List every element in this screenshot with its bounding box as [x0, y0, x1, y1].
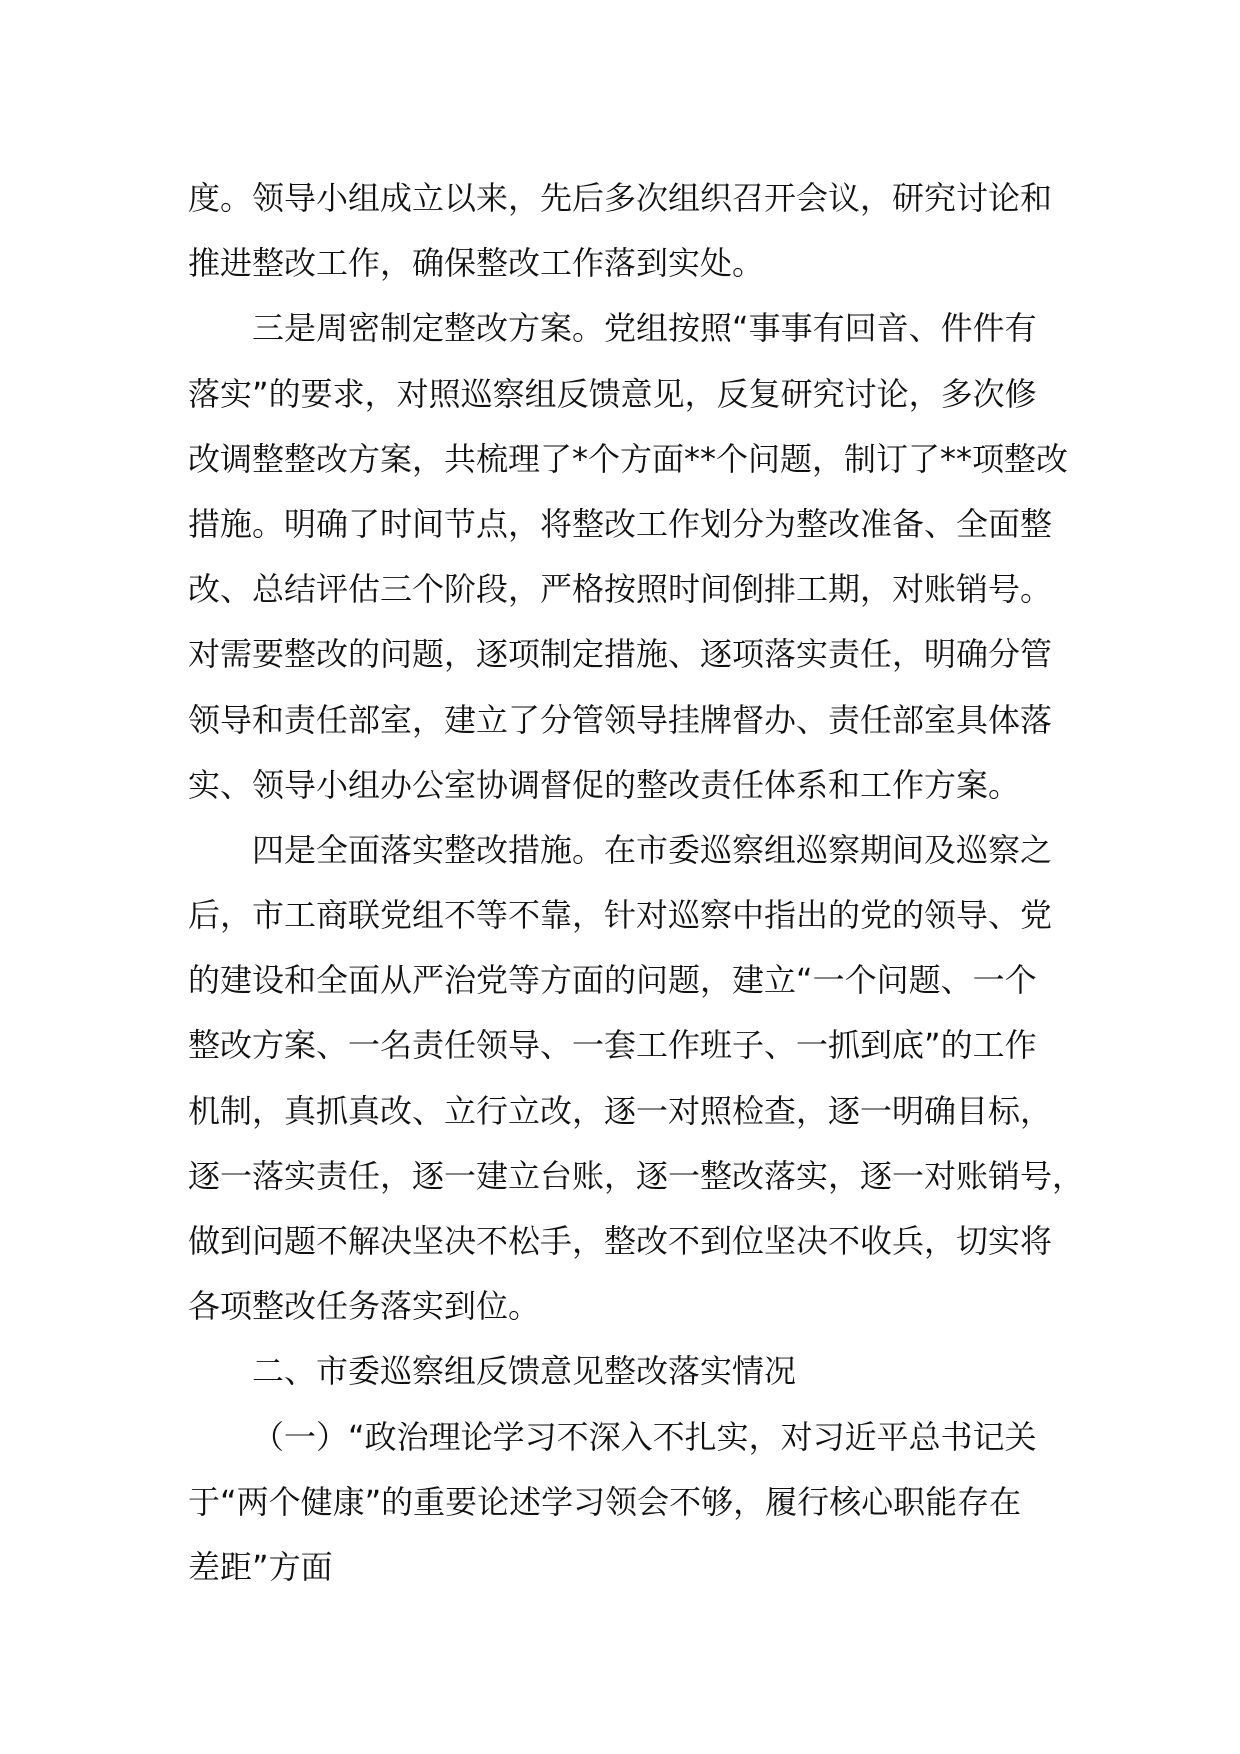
- text-line: 逐一落实责任，逐一建立台账，逐一整改落实，逐一对账销号，: [188, 1156, 1085, 1195]
- text-line: 各项整改任务落实到位。: [188, 1287, 541, 1326]
- text-line: 做到问题不解决坚决不松手，整改不到位坚决不收兵，切实将: [188, 1222, 1053, 1260]
- text-line: 领导和责任部室，建立了分管领导挂牌督办、责任部室具体落: [188, 700, 1053, 739]
- text-line: 改调整整改方案，共梳理了*个方面**个问题，制订了**项整改: [188, 439, 1069, 478]
- text-line: 后，市工商联党组不等不靠，针对巡察中指出的党的领导、党: [188, 896, 1053, 935]
- text-line: 二、市委巡察组反馈意见整改落实情况: [252, 1352, 797, 1391]
- text-line: 对需要整改的问题，逐项制定措施、逐项落实责任，明确分管: [188, 635, 1053, 674]
- text-line: 实、领导小组办公室协调督促的整改责任体系和工作方案。: [188, 765, 1021, 804]
- text-line: 三是周密制定整改方案。党组按照“事事有回音、件件有: [252, 309, 1037, 348]
- text-line: 改、总结评估三个阶段，严格按照时间倒排工期，对账销号。: [188, 570, 1053, 609]
- text-line: 度。领导小组成立以来，先后多次组织召开会议，研究讨论和: [188, 179, 1053, 217]
- text-line: 的建设和全面从严治党等方面的问题，建立“一个问题、一个: [188, 961, 1037, 1000]
- text-line: 差距”方面: [188, 1547, 333, 1586]
- text-line: 措施。明确了时间节点，将整改工作划分为整改准备、全面整: [188, 504, 1053, 543]
- text-line: 落实”的要求，对照巡察组反馈意见，反复研究讨论，多次修: [188, 374, 1037, 413]
- text-line: 四是全面落实整改措施。在市委巡察组巡察期间及巡察之: [252, 830, 1053, 869]
- paragraph: [188, 818, 1085, 1340]
- paragraph: [188, 1405, 1068, 1601]
- text-line: （一）“政治理论学习不深入不扎实，对习近平总书记关: [252, 1417, 1037, 1456]
- paragraph: [188, 1339, 1068, 1404]
- paragraph: [188, 296, 1068, 818]
- text-line: 机制，真抓真改、立行立改，逐一对照检查，逐一明确目标，: [188, 1091, 1053, 1130]
- paragraph: [188, 166, 1068, 296]
- text-line: 于“两个健康”的重要论述学习领会不够，履行核心职能存在: [188, 1482, 1022, 1521]
- text-line: 整改方案、一名责任领导、一套工作班子、一抓到底”的工作: [188, 1026, 1037, 1065]
- document-page: [188, 166, 1085, 1600]
- text-line: 推进整改工作，确保整改工作落到实处。: [188, 244, 765, 283]
